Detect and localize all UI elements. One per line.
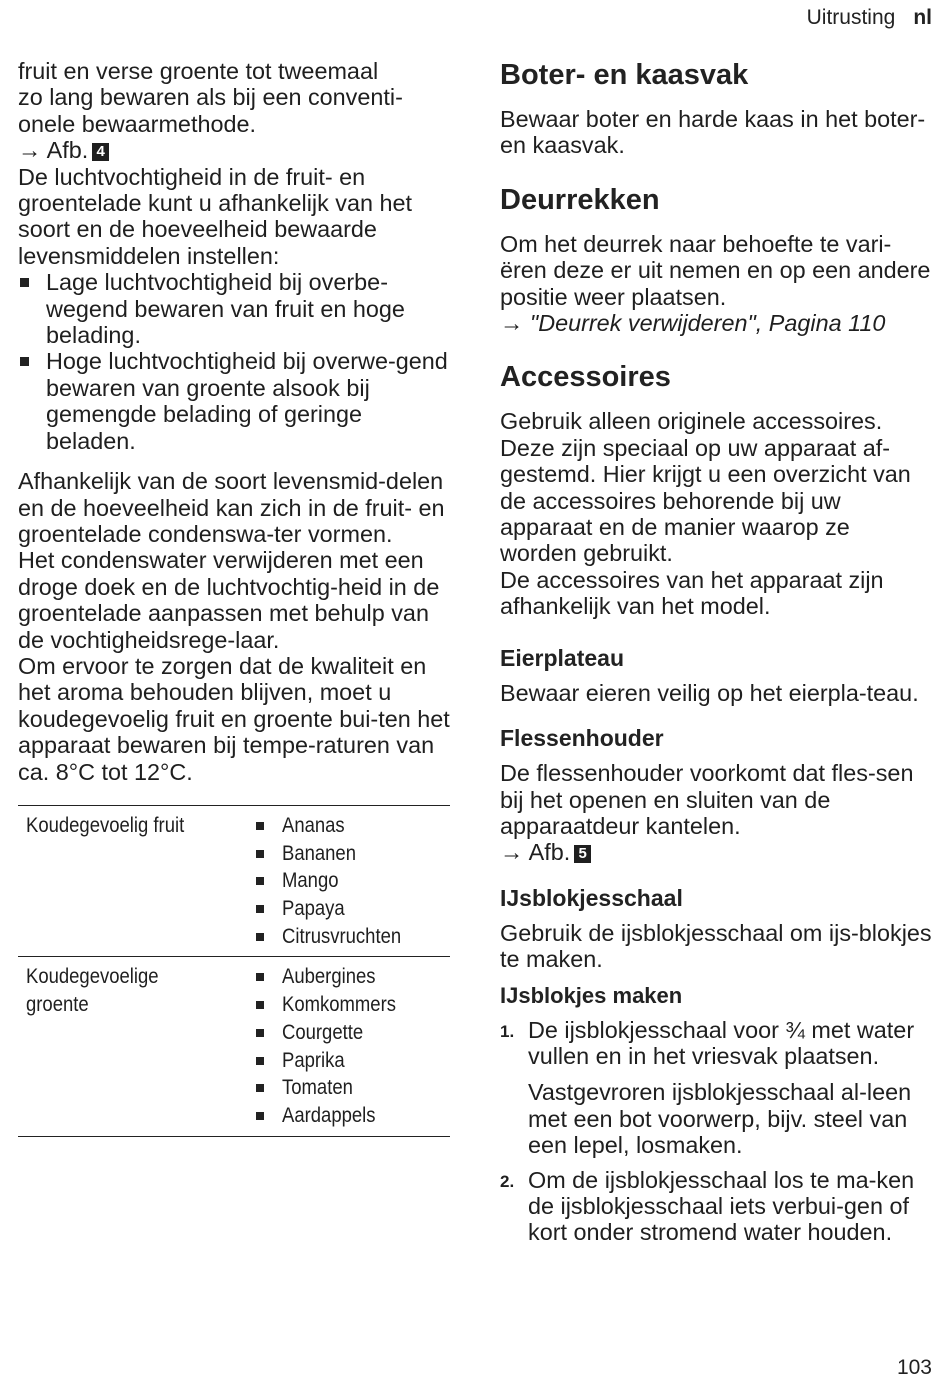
list-item: Komkommers (254, 991, 450, 1019)
section-heading: Boter- en kaasvak (500, 59, 749, 91)
butter-section (500, 58, 932, 159)
list-item: Bananen (254, 840, 450, 868)
left-column (18, 58, 450, 1137)
page-number: 103 (896, 1356, 932, 1379)
list-item: Citrusvruchten (254, 923, 450, 951)
figure-reference[interactable] (500, 839, 932, 865)
procedure-heading: IJsblokjes maken (500, 982, 683, 1008)
subsection-heading: IJsblokjesschaal (500, 884, 683, 911)
step-number: 2. (500, 1171, 515, 1191)
procedure-steps (500, 1017, 932, 1246)
section-title: Uitrusting (806, 6, 896, 29)
figure-reference[interactable] (18, 137, 450, 163)
figure-number-badge: 5 (574, 845, 591, 863)
quality-paragraph: Om ervoor te zorgen dat de kwaliteit en het aroma behouden blijven, moet u koudegevoelig fruit en groente bui-ten het apparaat bewaren bij tempe-raturen van ca. 8°C tot 12°C. (18, 652, 450, 785)
step-text: De ijsblokjesschaal voor ¾ met water vullen en in het vriesvak plaatsen. (528, 1016, 915, 1069)
accessories-section (500, 360, 932, 619)
step-number: 1. (500, 1021, 515, 1041)
section-text: Om het deurrek naar behoefte te vari-ëren deze er uit nemen en op een andere positie weer plaatsen. (500, 230, 931, 310)
items-cell (246, 805, 450, 957)
ice-tray-section (500, 884, 932, 1246)
language-code: nl (913, 6, 932, 29)
list-item: Aubergines (254, 963, 450, 991)
list-item: Lage luchtvochtigheid bij overbe-wegend bewaren van fruit en hoge belading. (18, 269, 450, 348)
section-heading: Deurrekken (500, 183, 660, 216)
door-racks-section (500, 183, 932, 337)
remove-condensation-paragraph: Het condenswater verwijderen met een droge doek en de luchtvochtig-heid in de groentelade aanpassen met behulp van de vochtigheidsrege-laar. (18, 547, 440, 653)
humidity-paragraph: De luchtvochtigheid in de fruit- en groentelade kunt u afhankelijk van het soort en de hoeveelheid bewaarde levensmiddelen instellen: (18, 163, 413, 269)
step-note: Vastgevroren ijsblokjesschaal al-leen met een bot voorwerp, bijv. steel van een lepel, losmaken. (528, 1079, 912, 1159)
step-item (500, 1167, 932, 1246)
cold-sensitive-table (18, 805, 450, 1137)
section-text: Gebruik alleen originele accessoires. Deze zijn speciaal op uw apparaat af-gestemd. Hier krijgt u een overzicht van de accessoires behorende bij uw apparaat en de manier waarop ze worden gebruikt. (500, 408, 911, 567)
list-item: Papaya (254, 895, 450, 923)
condensation-paragraph: Afhankelijk van de soort levensmid-delen en de hoeveelheid kan zich in de fruit- en groentelade condenswa-ter vormen. (18, 468, 445, 547)
step-item (500, 1017, 932, 1159)
egg-tray-section (500, 644, 932, 706)
section-heading: Accessoires (500, 361, 671, 394)
arrow-icon: → (500, 310, 524, 337)
subsection-text: De flessenhouder voorkomt dat fles-sen bij het openen en sluiten van de apparaatdeur kantelen. (500, 760, 914, 839)
list-item: Courgette (254, 1019, 450, 1047)
list-item: Aardappels (254, 1102, 450, 1130)
figure-label: Afb. (528, 839, 571, 866)
category-cell: Koudegevoelig fruit (26, 813, 185, 837)
subsection-heading: Eierplateau (500, 644, 624, 671)
figure-label: Afb. (46, 137, 89, 164)
subsection-text: Bewaar eieren veilig op het eierpla-teau. (500, 679, 919, 706)
list-item: Mango (254, 867, 450, 895)
category-cell: Koudegevoelige groente (26, 965, 159, 1017)
section-text: De accessoires van het apparaat zijn afhankelijk van het model. (500, 566, 884, 620)
arrow-icon: → (18, 137, 42, 164)
link-text[interactable]: "Deurrek verwijderen", Pagina 110 (529, 310, 886, 337)
bottle-holder-section (500, 724, 932, 866)
list-item: Tomaten (254, 1074, 450, 1102)
right-column (500, 58, 932, 1264)
step-text: Om de ijsblokjesschaal los te ma-ken de ijsblokjesschaal iets verbui-gen of kort onder stromend water houden. (528, 1166, 915, 1246)
list-item: Ananas (254, 812, 450, 840)
table-row (18, 805, 450, 957)
humidity-options-list (18, 269, 450, 454)
table-row (18, 957, 450, 1136)
cross-reference-link[interactable] (500, 310, 932, 336)
arrow-icon: → (500, 839, 524, 866)
section-text: Bewaar boter en harde kaas in het boter- en kaasvak. (500, 106, 926, 159)
items-cell (246, 957, 450, 1136)
figure-number-badge: 4 (92, 143, 109, 161)
list-item: Hoge luchtvochtigheid bij overwe-gend bewaren van groente alsook bij gemengde belading of geringe beladen. (18, 348, 450, 454)
subsection-text: Gebruik de ijsblokjesschaal om ijs-blokjes te maken. (500, 919, 932, 973)
page-header (807, 6, 932, 30)
subsection-heading: Flessenhouder (500, 725, 664, 752)
list-item: Paprika (254, 1047, 450, 1075)
intro-text: fruit en verse groente tot tweemaal zo lang bewaren als bij een conventi- onele bewaarmethode. (18, 58, 403, 137)
